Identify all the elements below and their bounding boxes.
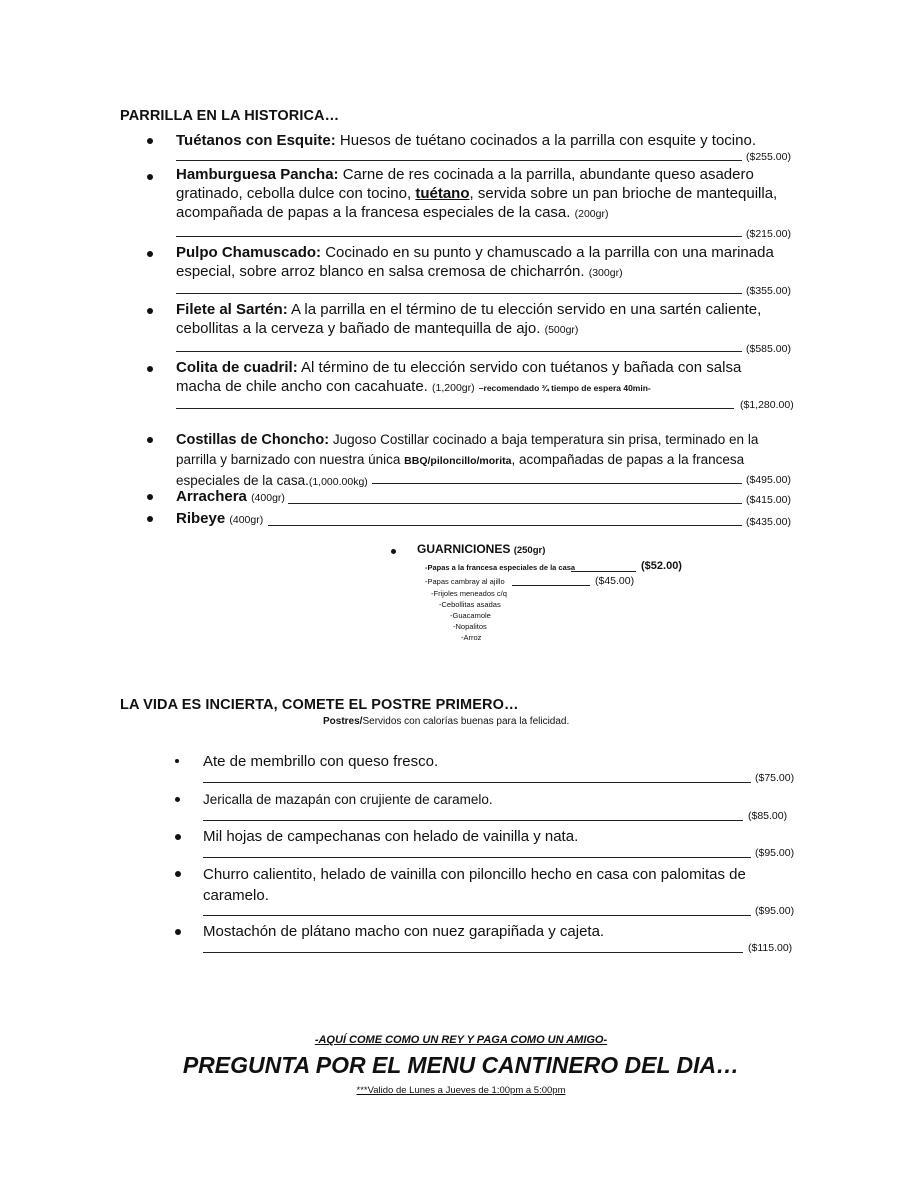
price-leader: [512, 585, 590, 586]
item-desc: Cocinado en su punto y chamuscado a la parrilla con una marinada especial, sobre arroz blanco en salsa cremosa de chicharrón.: [176, 244, 774, 280]
footer-tagline: -AQUÍ COME COMO UN REY Y PAGA COMO UN AMIGO-: [314, 1034, 608, 1046]
item-price: ($415.00): [746, 494, 791, 506]
price-leader: [176, 293, 742, 294]
item-weight: (200gr): [574, 208, 609, 220]
bullet-icon: [147, 494, 153, 500]
sides-price-1: ($52.00): [641, 560, 682, 572]
item-weight: (300gr): [588, 267, 623, 279]
menu-item-filete: [176, 300, 816, 340]
sides-weight: (250gr): [513, 545, 546, 556]
menu-item-tuetanos: [176, 131, 816, 150]
item-name: Arrachera: [176, 488, 247, 505]
item-note: –recomendado ¾ tiempo de espera 40min-: [478, 383, 651, 393]
sides-title-text: GUARNICIONES: [417, 542, 511, 556]
sides-title: [417, 542, 545, 556]
bullet-icon: [147, 366, 153, 372]
item-weight: (1,200gr): [432, 382, 475, 394]
item-weight: (400gr): [229, 514, 264, 526]
item-name: Filete al Sartén:: [176, 301, 288, 318]
item-name: Ribeye: [176, 510, 226, 527]
menu-item-ribeye: [176, 509, 263, 530]
bullet-icon: [147, 251, 153, 257]
item-price: ($1,280.00): [740, 399, 794, 411]
sides-list-item: -Guacamole: [450, 611, 491, 620]
item-price: ($255.00): [746, 151, 791, 163]
sides-list-item: -Nopalitos: [453, 622, 487, 631]
item-weight: (500gr): [544, 324, 579, 336]
item-price: ($435.00): [746, 516, 791, 528]
item-desc: Carne de res cocinada a la parrilla, abundante queso asadero gratinado, cebolla dulce con tocino,: [176, 166, 754, 202]
price-leader: [203, 782, 751, 783]
item-price: ($95.00): [755, 847, 795, 859]
item-price: ($495.00): [746, 474, 791, 486]
item-name: Pulpo Chamuscado:: [176, 244, 322, 261]
bullet-icon: [391, 549, 396, 554]
bullet-icon: [175, 871, 181, 877]
item-desc: Jugoso Costillar cocinado a baja temperatura sin prisa, terminado en la parrilla y barnizado con nuestra única: [176, 432, 759, 467]
menu-item-hamburguesa: [176, 165, 816, 224]
item-price: ($75.00): [755, 772, 795, 784]
item-price: ($585.00): [746, 343, 791, 355]
price-leader: [203, 820, 743, 821]
item-desc: A la parrilla en el término de tu elección servido en una sartén caliente, cebollitas a la cerveza y bañado de mantequilla de ajo.: [176, 301, 762, 337]
item-desc-highlight: BBQ/piloncillo/morita: [404, 455, 512, 467]
dessert-item: Mostachón de plátano macho con nuez garapiñada y cajeta.: [203, 923, 605, 940]
item-name: Tuétanos con Esquite:: [176, 132, 336, 149]
item-price: ($95.00): [755, 905, 795, 917]
item-desc-highlight: tuétano: [415, 185, 470, 202]
menu-item-arrachera: [176, 487, 285, 508]
price-leader: [203, 915, 751, 916]
price-leader: [176, 408, 734, 409]
bullet-icon: [175, 834, 181, 840]
item-weight: (1,000.00kg): [308, 476, 368, 488]
bullet-icon: [175, 929, 181, 935]
grill-section-title: PARRILLA EN LA HISTORICA…: [120, 108, 340, 124]
price-leader: [176, 236, 742, 237]
dessert-subtitle-text: Servidos con calorías buenas para la felicidad.: [362, 716, 570, 727]
sides-list-item: -Frijoles meneados c/q: [431, 589, 507, 598]
price-leader: [203, 857, 751, 858]
dessert-section-title: LA VIDA ES INCIERTA, COMETE EL POSTRE PRIMERO…: [120, 697, 519, 713]
sides-line-2: -Papas cambray al ajillo: [425, 577, 505, 586]
menu-item-colita: [176, 358, 786, 398]
bullet-icon: [147, 437, 153, 443]
price-leader: [176, 160, 742, 161]
item-name: Costillas de Choncho:: [176, 432, 330, 448]
bullet-icon: [147, 308, 153, 314]
item-desc: Al término de tu elección servido con tuétanos y bañada con salsa macha de chile ancho con cacahuate.: [176, 359, 742, 395]
item-price: ($355.00): [746, 285, 791, 297]
sides-price-2: ($45.00): [595, 575, 635, 587]
sides-list-item: -Arroz: [461, 633, 482, 642]
price-leader: [268, 525, 742, 526]
price-leader: [571, 571, 636, 572]
bullet-icon: [175, 759, 179, 763]
price-leader: [288, 503, 742, 504]
bullet-icon: [147, 138, 153, 144]
item-desc: , acompañadas de papas a la francesa especiales de la casa.: [176, 452, 745, 488]
bullet-icon: [147, 516, 153, 522]
sides-list-item: -Cebollitas asadas: [439, 600, 501, 609]
dessert-subtitle-bold: Postres/: [323, 716, 363, 727]
sides-line-1: -Papas a la francesa especiales de la casa: [425, 563, 576, 572]
item-desc: Huesos de tuétano cocinados a la parrilla con esquite y tocino.: [339, 132, 756, 149]
item-weight: (400gr): [251, 492, 285, 504]
dessert-item: Churro calientito, helado de vainilla con piloncillo hecho en casa con palomitas de caramelo.: [203, 866, 746, 904]
item-price: ($85.00): [748, 810, 788, 822]
dessert-subtitle: [323, 716, 569, 727]
bullet-icon: [175, 797, 180, 802]
item-name: Hamburguesa Pancha:: [176, 166, 339, 183]
dessert-item: Jericalla de mazapán con crujiente de caramelo.: [203, 792, 493, 807]
menu-item-pulpo: [176, 243, 816, 283]
footer-validity: ***Valido de Lunes a Jueves de 1:00pm a 5:00pm: [356, 1085, 566, 1096]
price-leader: [176, 351, 742, 352]
dessert-item: Ate de membrillo con queso fresco.: [203, 753, 439, 770]
footer-headline: PREGUNTA POR EL MENU CANTINERO DEL DIA…: [182, 1052, 740, 1078]
price-leader: [372, 483, 742, 484]
item-price: ($115.00): [748, 942, 793, 954]
bullet-icon: [147, 174, 153, 180]
price-leader: [203, 952, 743, 953]
item-price: ($215.00): [746, 228, 791, 240]
dessert-item: Mil hojas de campechanas con helado de vainilla y nata.: [203, 828, 579, 845]
item-desc: , servida sobre un pan brioche de mantequilla, acompañada de papas a la francesa especiales de la casa.: [176, 185, 778, 221]
item-name: Colita de cuadril:: [176, 359, 298, 376]
